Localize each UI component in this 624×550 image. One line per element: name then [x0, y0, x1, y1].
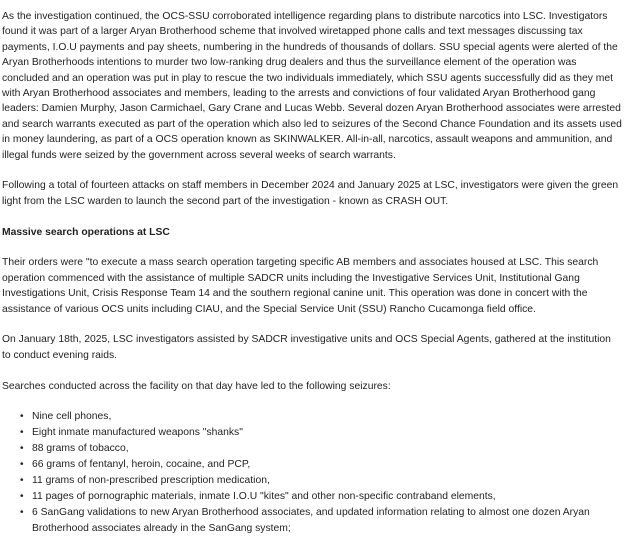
bullet-icon: • — [20, 427, 24, 439]
paragraph-investigation: As the investigation continued, the OCS-SSU corroborated intelligence regarding plans to distribute narcotics into LSC. Investigators found it was part of a larger Aryan Brotherhood scheme that involved wiretapped phone calls and text messages discussing tax payments, I.O.U payments and pay sheets, numbering in the hundreds of thousands of dollars. SSU special agents were alerted of the Aryan Brotherhoods intentions to murder two low-ranking drug dealers and thus the surveillance element of the operation was concluded and an operation was put in play to rescue the two individuals immediately, which SSU agents successfully did as they met with Aryan Brotherhood associates and members, leading to the arrests and convictions of four validated Aryan Brotherhood gang leaders: Damien Murphy, Jason Carmichael, Gary Crane and Lucas Webb. Several dozen Aryan Brotherhood associates were arrested and search warrants executed as part of the operation which also led to seizures of the Second Chance Foundation and its assets used in money laundering, as part of a OCS operation known as SKINWALKER. All-in-all, narcotics, assault weapons and ammunition, and illegal funds were seized by the government across several weeks of search warrants. — [2, 11, 622, 161]
list-item — [20, 409, 622, 424]
bullet-icon: • — [20, 411, 24, 423]
list-item — [20, 489, 622, 504]
paragraph-january-raids: On January 18th, 2025, LSC investigators assisted by SADCR investigative units and OCS Special Agents, gathered at the institution to conduct evening raids. — [2, 334, 611, 361]
bullet-icon: • — [20, 507, 24, 519]
list-item — [20, 441, 622, 456]
bullet-icon: • — [20, 491, 24, 503]
section-heading: Massive search operations at LSC — [2, 226, 170, 238]
list-item — [20, 457, 622, 472]
list-item-text: 88 grams of tobacco, — [32, 443, 129, 455]
seizures-list — [2, 409, 622, 536]
list-item — [20, 505, 622, 536]
list-item-text: 11 grams of non-prescribed prescription medication, — [32, 475, 270, 487]
list-item — [20, 425, 622, 440]
list-item-text: Eight inmate manufactured weapons "shanks" — [32, 427, 243, 439]
list-item-text: 11 pages of pornographic materials, inmate I.O.U "kites" and other non-specific contraband elements, — [32, 491, 496, 503]
list-item-text: 6 SanGang validations to new Aryan Brotherhood associates, and updated information relating to almost one dozen Aryan Brotherhood associates already in the SanGang system; — [32, 507, 590, 534]
paragraph-seizures-intro: Searches conducted across the facility on that day have led to the following seizures: — [2, 380, 391, 392]
paragraph-crash-out: Following a total of fourteen attacks on staff members in December 2024 and January 2025 at LSC, investigators were given the green light from the LSC warden to launch the second part of the investigation - known as CRASH OUT. — [2, 180, 619, 207]
list-item — [20, 473, 622, 488]
list-item-text: Nine cell phones, — [32, 411, 112, 423]
list-item-text: 66 grams of fentanyl, heroin, cocaine, and PCP, — [32, 459, 251, 471]
bullet-icon: • — [20, 443, 24, 455]
bullet-icon: • — [20, 475, 24, 487]
paragraph-orders: Their orders were "to execute a mass search operation targeting specific AB members and associates housed at LSC. This search operation commenced with the assistance of multiple SADCR units including the Investigative Services Unit, Institutional Gang Investigations Unit, Crisis Response Team 14 and the southern regional canine unit. This operation was done in concert with the assistance of various OCS units including CIAU, and the Special Service Unit (SSU) Rancho Cucamonga field office. — [2, 257, 599, 315]
bullet-icon: • — [20, 459, 24, 471]
